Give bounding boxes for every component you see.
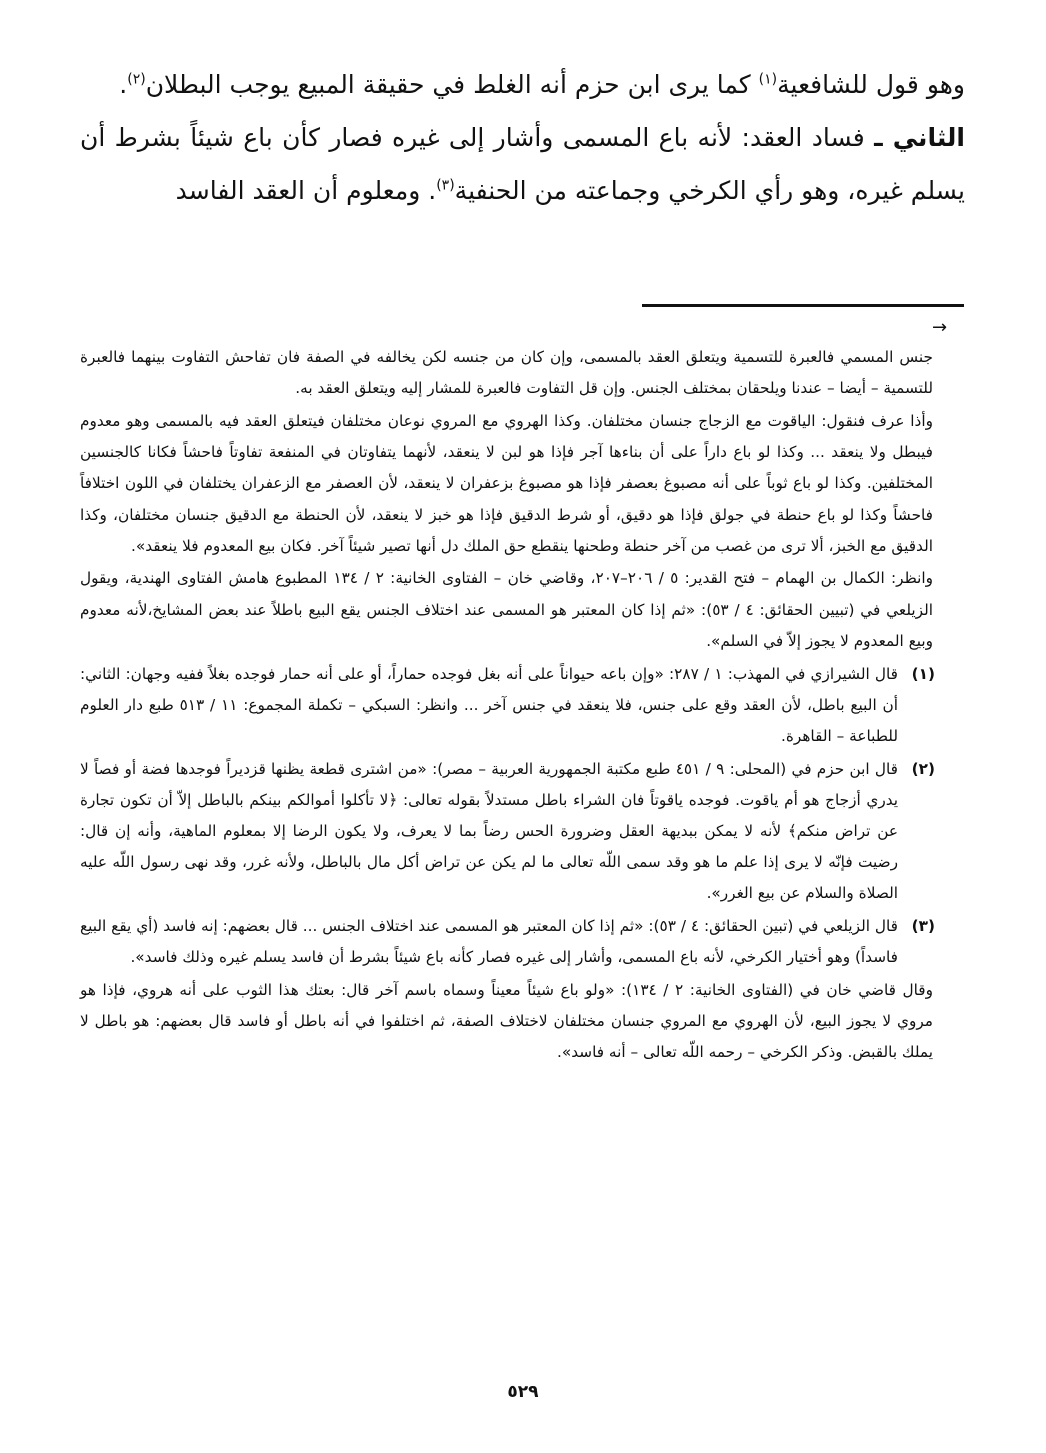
footnote-3-text: قال الزيلعي في (تبين الحقائق: ٤ / ٥٣): «ثم إذا كان المعتبر هو المسمى عند اختلاف الجنس ... قال بعضهم: إنه فاسد (أي يقع البيع فاسداً) وهو أختيار الكرخي، لأنه باع المسمى، وأشار إلى غيره فصار كأنه باع شيئاً بشرط أن فاسد يسلم غيره وذلك فاسد». (80, 917, 898, 967)
footnote-continuation-1: جنس المسمي فالعبرة للتسمية ويتعلق العقد بالمسمى، وإن كان من جنسه لكن يخالفه في الصفة فان تفاحش التفاوت بينهما فالعبرة للتسمية – أيضا – عندنا ويلحقان بمختلف الجنس. وإن قل التفاوت فالعبرة للمشار إليه ويتعلق العقد به. (80, 348, 933, 398)
main-text (80, 58, 965, 217)
footnote-2-text: قال ابن حزم في (المحلى: ٩ / ٤٥١ طبع مكتبة الجمهورية العربية – مصر): «من اشترى قطعة يظنها قزديراً فوجدها فضة أو فصاً لا يدري أزجاج هو أم ياقوت. فوجده ياقوتاً فان الشراء باطل مستدلاً بقوله تعالى: ﴿لا تأكلوا أموالكم بينكم بالباطل إلاّ أن تكون تجارة عن تراض منكم﴾ لأنه لا يمكن ببديهة العقل وضرورة الحس رضاً بما لا يعرف، ولا يكون الرضا إلا بمعلوم الماهية، وأنه إن قال: رضيت فإنّه لا يرى إذا علم ما هو وقد سمى اللّه تعالى ما لم يكن عن تراض أكل مال بالباطل، ولأنه غرر، وقد نهى رسول اللّه عليه الصلاة والسلام عن بيع الغرر». (80, 759, 898, 903)
footnote-3 (80, 911, 933, 973)
continuation-arrow-icon: → (932, 317, 948, 338)
footnote-3-number: (٣) (911, 917, 935, 936)
footnote-separator (642, 304, 964, 307)
footnote-1 (80, 659, 933, 753)
footnote-ref-3[interactable]: (٣) (436, 177, 455, 194)
footnote-1-text: قال الشيرازي في المهذب: ١ / ٢٨٧: «وإن باعه حيواناً على أنه بغل فوجده حماراً، أو على أنه حمار فوجده بغلاً ففيه وجهان: الثاني: أن البيع باطل، لأن العقد وقع على جنس، فلا ينعقد في جنس آخر ... وانظر: السبكي – تكملة المجموع: ١١ / ٥١٣ طبع دار العلوم للطباعة – القاهرة. (80, 664, 898, 745)
footnote-2 (80, 754, 933, 910)
paragraph-1-text: وهو قول للشافعية (777, 70, 965, 99)
paragraph-1 (80, 58, 965, 111)
page-number: ٥٢٩ (507, 1382, 539, 1402)
paragraph-2-text: فساد العقد: لأنه باع المسمى وأشار إلى غيره فصار كأن باع شيئاً بشرط أن يسلم غيره، وهو رأي الكرخي وجماعته من الحنفية (80, 123, 965, 205)
paragraph-2-rest: . ومعلوم أن العقد الفاسد (175, 176, 437, 205)
footnotes (80, 342, 933, 1070)
paragraph-1-end: . (119, 70, 128, 99)
paragraph-1-rest: كما يرى ابن حزم أنه الغلط في حقيقة المبيع يوجب البطلان (145, 70, 759, 99)
footnote-2-number: (٢) (911, 759, 935, 778)
footnote-ref-1[interactable]: (١) (758, 71, 778, 88)
footnote-ref-2[interactable]: (٢) (127, 71, 146, 88)
section-lead: الثاني ـ (874, 123, 965, 152)
footnote-continuation-3: وانظر: الكمال بن الهمام – فتح القدير: ٥ / ٢٠٦–٢٠٧، وقاضي خان – الفتاوى الخانية: ٢ / ١٣٤ المطبوع هامش الفتاوى الهندية، ويقول الزيلعي في (تبيين الحقائق: ٤ / ٥٣): «ثم إذا كان المعتبر هو المسمى عند اختلاف الجنس يقع البيع باطلاً عند بعض المشايخ،لأنه معدوم وبيع المعدوم لا يجوز إلاّ في السلم». (80, 569, 934, 650)
footnote-3-continued: وقال قاضي خان في (الفتاوى الخانية: ٢ / ١٣٤): «ولو باع شيئاً معيناً وسماه باسم آخر قال: بعتك هذا الثوب على أنه هروي، فإذا هو مروي لا يجوز البيع، لأن الهروي مع المروي جنسان مختلفان لاختلاف الصفة، ثم اختلفوا في أنه باطل أو فاسد قال بعضهم: هو باطل لا يملك بالقبض. وذكر الكرخي – رحمه اللّه تعالى – أنه فاسد». (80, 981, 933, 1062)
footnote-1-number: (١) (911, 664, 935, 683)
footnote-continuation-2: وأذا عرف فنقول: الياقوت مع الزجاج جنسان مختلفان. وكذا الهروي مع المروي نوعان مختلفان فيتعلق العقد فيه بالمسمى وهو معدوم فيبطل ولا ينعقد ... وكذا لو باع داراً على أن بناءها آجر فإذا هو لبن لا ينعقد، لأنهما يتفاوتان في المنفعة تفاوتاً فاحشاً فكانا كالجنسين المختلفين. وكذا لو باع ثوباً على أنه مصبوغ بعصفر فإذا هو مصبوغ بزعفران لا ينعقد، لأن العصفر مع الزعفران يختلفان في اللون اختلافاً فاحشاً وكذا لو باع حنطة في جولق فإذا هو دقيق، أو شرط الدقيق فإذا هو خبز لا ينعقد، لأن الحنطة مع الدقيق جنسان مختلفان، وكذا الدقيق مع الخبز، ألا ترى من غصب من آخر حنطة وطحنها ينقطع حق الملك دل أنها تصير شيئاً آخر. فكان بيع المعدوم فلا ينعقد». (80, 411, 933, 555)
paragraph-2 (80, 111, 965, 217)
